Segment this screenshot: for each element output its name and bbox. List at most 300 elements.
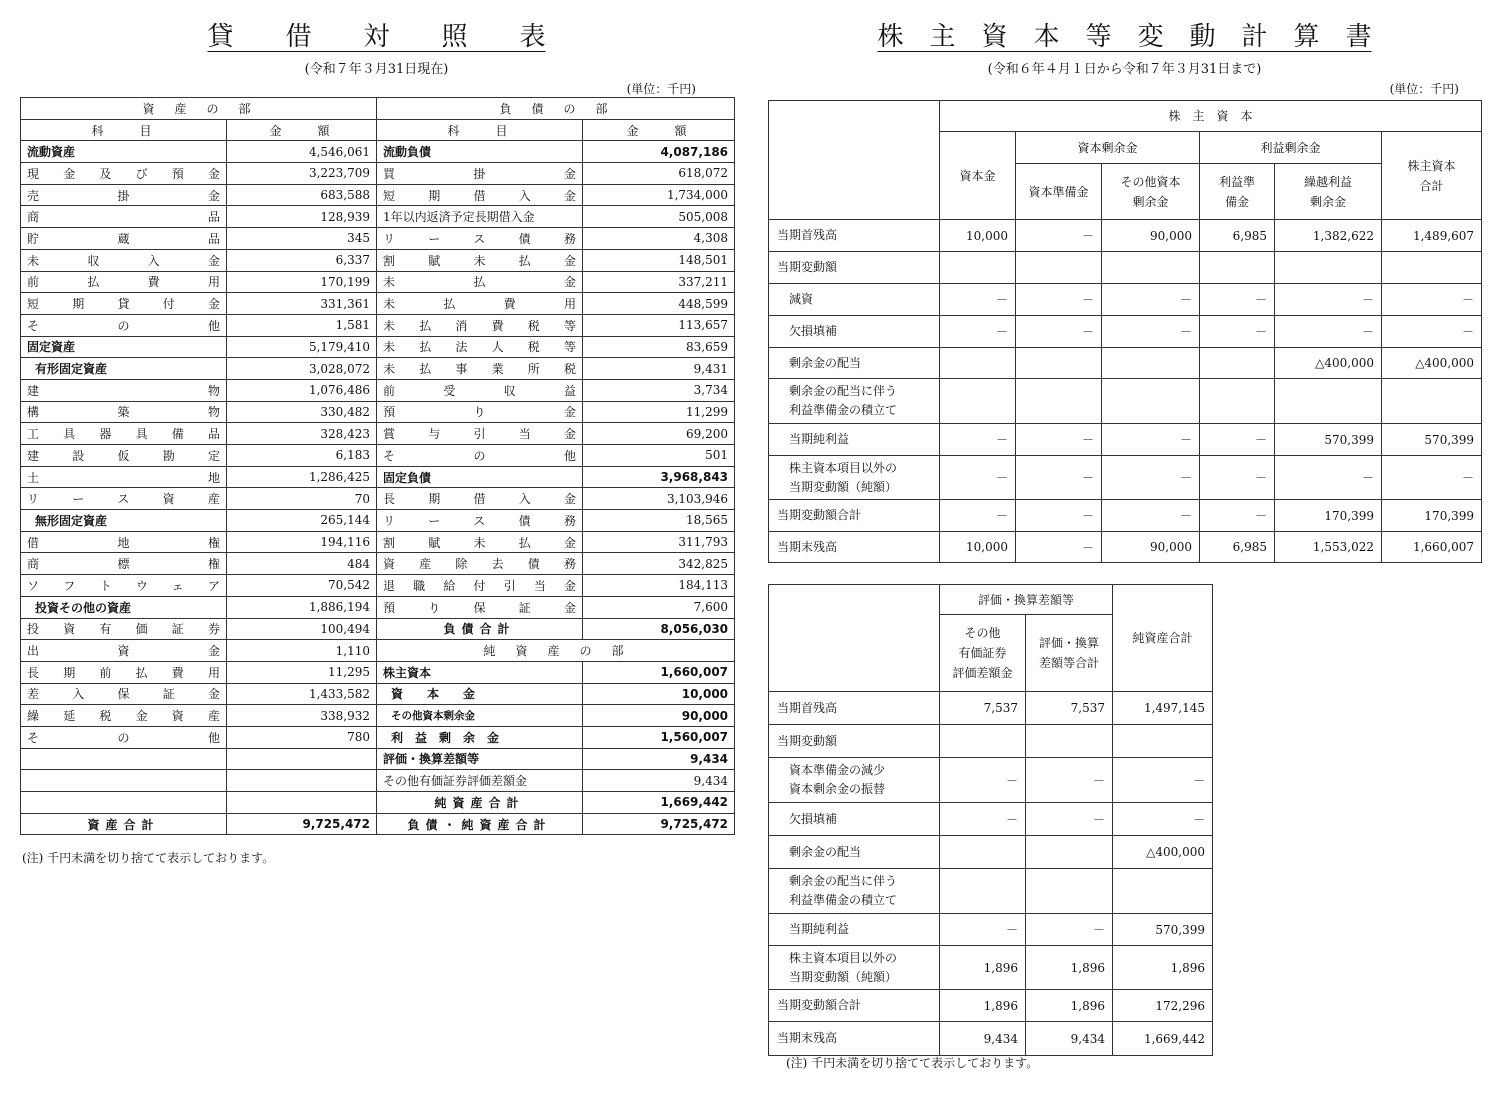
- capital-surplus-header: 資本剰余金: [1016, 132, 1200, 164]
- table-row: [769, 500, 1482, 532]
- row-value: [940, 836, 1026, 869]
- row-value: 570,399: [1382, 424, 1482, 456]
- row-value: 570,399: [1113, 914, 1213, 946]
- row-value: [1275, 379, 1382, 424]
- asset-item-amount: [227, 770, 377, 792]
- liabilities-header: 負 債 の 部: [377, 98, 735, 120]
- row-value: －: [1016, 532, 1102, 563]
- row-value: －: [1200, 456, 1275, 500]
- row-value: [940, 379, 1016, 424]
- row-value: －: [1102, 284, 1200, 316]
- liability-item-label: 1年以内返済予定長期借入金: [377, 206, 583, 228]
- row-label: 当期末残高: [769, 532, 940, 563]
- row-value: [1200, 252, 1275, 284]
- row-label: 株主資本項目以外の 当期変動額（純額）: [769, 456, 940, 500]
- liability-item-label: 未払消費税等: [377, 314, 583, 336]
- liability-item-label: 未払金: [377, 271, 583, 293]
- row-value: －: [1016, 220, 1102, 252]
- liability-item-amount: 9,431: [583, 358, 735, 380]
- row-value: 1,896: [1026, 990, 1113, 1022]
- row-label: 当期末残高: [769, 1022, 940, 1056]
- asset-item-label: 構築物: [21, 401, 227, 423]
- asset-item-label: [21, 792, 227, 814]
- table-row: [769, 946, 1213, 990]
- asset-item-amount: 4,546,061: [227, 141, 377, 163]
- liability-item-amount: 3,103,946: [583, 488, 735, 510]
- liability-item-amount: 4,087,186: [583, 141, 735, 163]
- row-value: 170,399: [1382, 500, 1482, 532]
- table-row: [769, 424, 1482, 456]
- row-value: －: [1026, 803, 1113, 836]
- row-label: 当期変動額: [769, 725, 940, 758]
- asset-item-label: その他: [21, 314, 227, 336]
- col-item: 科 目: [377, 119, 583, 141]
- row-value: 1,896: [1026, 946, 1113, 990]
- row-value: △400,000: [1382, 348, 1482, 379]
- liability-item-label: 買掛金: [377, 163, 583, 185]
- asset-item-label: 無形固定資産: [21, 510, 227, 532]
- row-value: [1102, 252, 1200, 284]
- legal-reserve-header: 利益準 備金: [1200, 164, 1275, 220]
- table-row: [769, 220, 1482, 252]
- row-value: 6,985: [1200, 532, 1275, 563]
- liability-item-label: 預り保証金: [377, 596, 583, 618]
- asset-item-amount: 1,433,582: [227, 683, 377, 705]
- header-blank: [769, 585, 940, 692]
- asset-item-amount: 6,183: [227, 445, 377, 467]
- asset-item-amount: 70: [227, 488, 377, 510]
- row-value: [940, 725, 1026, 758]
- liability-item-amount: 9,434: [583, 748, 735, 770]
- table-row: [21, 683, 735, 705]
- liability-item-label: 株主資本: [377, 661, 583, 683]
- row-label: 剰余金の配当に伴う 利益準備金の積立て: [769, 869, 940, 914]
- asset-item-label: 現金及び預金: [21, 163, 227, 185]
- table-row: [21, 661, 735, 683]
- row-value: 1,896: [1113, 946, 1213, 990]
- table-row: [21, 423, 735, 445]
- row-label: 当期純利益: [769, 914, 940, 946]
- liability-item-amount: 83,659: [583, 336, 735, 358]
- asset-item-label: 工具器具備品: [21, 423, 227, 445]
- row-value: －: [1200, 316, 1275, 348]
- row-value: △400,000: [1113, 836, 1213, 869]
- asset-item-label: 貯蔵品: [21, 228, 227, 250]
- table-row: [21, 510, 735, 532]
- capital-reserve-header: 資本準備金: [1016, 164, 1102, 220]
- row-label: 剰余金の配当: [769, 836, 940, 869]
- row-value: 7,537: [1026, 692, 1113, 725]
- row-value: －: [940, 758, 1026, 803]
- row-value: －: [1016, 424, 1102, 456]
- row-value: －: [1026, 914, 1113, 946]
- row-value: [1016, 252, 1102, 284]
- ss-period: (令和６年４月１日から令和７年３月31日まで): [987, 62, 1262, 77]
- liability-item-label: 流動負債: [377, 141, 583, 163]
- liability-item-label: 資 本 金: [377, 683, 583, 705]
- asset-item-label: 建設仮勘定: [21, 445, 227, 467]
- row-value: －: [940, 424, 1016, 456]
- bs-note: (注) 千円未満を切り捨てて表示しております。: [22, 851, 275, 865]
- asset-item-amount: 484: [227, 553, 377, 575]
- row-value: [1200, 379, 1275, 424]
- liability-item-amount: 618,072: [583, 163, 735, 185]
- row-value: 90,000: [1102, 532, 1200, 563]
- row-value: －: [1016, 456, 1102, 500]
- net-assets-header: 純資産合計: [1113, 585, 1213, 692]
- row-label: 減資: [769, 284, 940, 316]
- row-value: 570,399: [1275, 424, 1382, 456]
- liability-item-label: 長期借入金: [377, 488, 583, 510]
- row-value: [940, 252, 1016, 284]
- asset-item-label: 短期貸付金: [21, 293, 227, 315]
- liability-item-amount: 90,000: [583, 705, 735, 727]
- asset-item-amount: 1,886,194: [227, 596, 377, 618]
- asset-item-label: 固定資産: [21, 336, 227, 358]
- asset-item-amount: 128,939: [227, 206, 377, 228]
- asset-item-amount: 1,286,425: [227, 466, 377, 488]
- row-value: －: [1102, 424, 1200, 456]
- liability-item-amount: 342,825: [583, 553, 735, 575]
- table-row: [21, 379, 735, 401]
- row-label: 当期変動額: [769, 252, 940, 284]
- row-value: 172,296: [1113, 990, 1213, 1022]
- liability-item-amount: 148,501: [583, 249, 735, 271]
- asset-item-amount: 100,494: [227, 618, 377, 640]
- liability-item-label: その他: [377, 445, 583, 467]
- row-value: [940, 348, 1016, 379]
- table-row: [769, 316, 1482, 348]
- asset-item-amount: 1,076,486: [227, 379, 377, 401]
- assets-header: 資 産 の 部: [21, 98, 377, 120]
- row-label: 当期変動額合計: [769, 990, 940, 1022]
- table-row: [769, 869, 1213, 914]
- balance-sheet-table: [20, 97, 735, 835]
- row-value: [940, 869, 1026, 914]
- row-label: 剰余金の配当に伴う 利益準備金の積立て: [769, 379, 940, 424]
- liability-item-amount: 448,599: [583, 293, 735, 315]
- row-value: [1113, 869, 1213, 914]
- table-row: [21, 705, 735, 727]
- table-row: [769, 758, 1213, 803]
- liability-item-label: 割賦未払金: [377, 531, 583, 553]
- row-value: 1,896: [940, 946, 1026, 990]
- other-capital-surplus-header: その他資本 剰余金: [1102, 164, 1200, 220]
- table-row: [769, 532, 1482, 563]
- table-row: [21, 445, 735, 467]
- liability-item-label: 純資産合計: [377, 792, 583, 814]
- liability-item-label: その他資本剰余金: [377, 705, 583, 727]
- table-row: [21, 271, 735, 293]
- retained-earnings-header: 利益剰余金: [1200, 132, 1382, 164]
- liability-item-amount: 7,600: [583, 596, 735, 618]
- liability-item-amount: 18,565: [583, 510, 735, 532]
- table-row: [769, 725, 1213, 758]
- asset-item-label: 商品: [21, 206, 227, 228]
- row-value: －: [1200, 284, 1275, 316]
- col-item: 科 目: [21, 119, 227, 141]
- bs-unit: (単位：千円): [626, 82, 696, 96]
- row-label: 当期首残高: [769, 692, 940, 725]
- row-value: 6,985: [1200, 220, 1275, 252]
- table-row: [21, 618, 735, 640]
- table-row: [21, 358, 735, 380]
- liability-item-label: 退職給付引当金: [377, 575, 583, 597]
- row-value: 9,434: [940, 1022, 1026, 1056]
- liability-item-amount: 1,560,007: [583, 726, 735, 748]
- row-value: [1275, 252, 1382, 284]
- asset-item-label: 出資金: [21, 640, 227, 662]
- asset-item-label: その他: [21, 726, 227, 748]
- asset-item-label: 建物: [21, 379, 227, 401]
- row-value: [1102, 379, 1200, 424]
- liability-item-label: 未払費用: [377, 293, 583, 315]
- row-value: －: [940, 914, 1026, 946]
- liabilities-net-total-label: 負債・純資産合計: [377, 813, 583, 835]
- table-row: [769, 284, 1482, 316]
- row-value: 1,896: [940, 990, 1026, 1022]
- row-label: 資本準備金の減少 資本剰余金の振替: [769, 758, 940, 803]
- asset-item-amount: 3,223,709: [227, 163, 377, 185]
- row-label: 欠損填補: [769, 803, 940, 836]
- row-value: －: [1113, 758, 1213, 803]
- col-amount: 金 額: [227, 119, 377, 141]
- shareholders-total-header: 株主資本 合計: [1382, 132, 1482, 220]
- liability-item-label: 割賦未払金: [377, 249, 583, 271]
- liability-item-amount: 337,211: [583, 271, 735, 293]
- asset-item-label: 前払費用: [21, 271, 227, 293]
- table-row: [21, 575, 735, 597]
- valuation-changes-table: [768, 584, 1213, 1056]
- asset-item-amount: 5,179,410: [227, 336, 377, 358]
- liability-item-amount: 1,669,442: [583, 792, 735, 814]
- table-row: [21, 466, 735, 488]
- total-row: [21, 813, 735, 835]
- table-row: [21, 726, 735, 748]
- liability-item-amount: 3,968,843: [583, 466, 735, 488]
- liability-item-amount: 311,793: [583, 531, 735, 553]
- liability-item-label: 未払法人税等: [377, 336, 583, 358]
- row-label: 欠損填補: [769, 316, 940, 348]
- table-row: [21, 401, 735, 423]
- table-row: [769, 348, 1482, 379]
- liability-item-label: 賞与引当金: [377, 423, 583, 445]
- row-value: [1382, 379, 1482, 424]
- asset-item-label: 売掛金: [21, 184, 227, 206]
- asset-item-label: ソフトウェア: [21, 575, 227, 597]
- row-value: 9,434: [1026, 1022, 1113, 1056]
- asset-item-label: [21, 770, 227, 792]
- assets-total-label: 資産合計: [21, 813, 227, 835]
- row-value: －: [940, 284, 1016, 316]
- row-value: －: [1113, 803, 1213, 836]
- table-row: [21, 293, 735, 315]
- asset-item-amount: 1,110: [227, 640, 377, 662]
- table-row: [769, 990, 1213, 1022]
- ss-title: 株 主 資 本 等 変 動 計 算 書: [877, 22, 1372, 52]
- table-row: [769, 456, 1482, 500]
- table-row: [21, 531, 735, 553]
- table-row: [21, 553, 735, 575]
- row-value: △400,000: [1275, 348, 1382, 379]
- row-value: [1113, 725, 1213, 758]
- table-row: [769, 692, 1213, 725]
- row-value: －: [940, 803, 1026, 836]
- asset-item-amount: 6,337: [227, 249, 377, 271]
- row-value: [1382, 252, 1482, 284]
- carried-forward-header: 繰越利益 剰余金: [1275, 164, 1382, 220]
- asset-item-label: 商標権: [21, 553, 227, 575]
- asset-item-label: 投資その他の資産: [21, 596, 227, 618]
- asset-item-amount: 70,542: [227, 575, 377, 597]
- row-value: 10,000: [940, 532, 1016, 563]
- liability-item-amount: 3,734: [583, 379, 735, 401]
- asset-item-amount: 3,028,072: [227, 358, 377, 380]
- net-assets-header: 純 資 産 の 部: [377, 640, 735, 662]
- bs-title: 貸 借 対 照 表: [207, 22, 546, 52]
- table-row: [21, 163, 735, 185]
- valuation-total-header: 評価・換算 差額等合計: [1026, 615, 1113, 692]
- table-row: [21, 640, 735, 662]
- asset-item-amount: 331,361: [227, 293, 377, 315]
- row-label: 株主資本項目以外の 当期変動額（純額）: [769, 946, 940, 990]
- table-row: [769, 252, 1482, 284]
- row-value: －: [1200, 424, 1275, 456]
- asset-item-amount: 328,423: [227, 423, 377, 445]
- row-value: [1026, 836, 1113, 869]
- table-row: [21, 314, 735, 336]
- row-label: 剰余金の配当: [769, 348, 940, 379]
- liability-item-label: その他有価証券評価差額金: [377, 770, 583, 792]
- liability-item-label: リース債務: [377, 510, 583, 532]
- row-label: 当期純利益: [769, 424, 940, 456]
- ss-note: (注) 千円未満を切り捨てて表示しております。: [786, 1056, 1039, 1070]
- row-value: －: [1200, 500, 1275, 532]
- table-row: [21, 141, 735, 163]
- table-row: [21, 792, 735, 814]
- asset-item-amount: 780: [227, 726, 377, 748]
- liability-item-amount: 11,299: [583, 401, 735, 423]
- asset-item-label: 有形固定資産: [21, 358, 227, 380]
- ss-unit: (単位：千円): [1389, 82, 1459, 96]
- table-row: [769, 379, 1482, 424]
- liability-item-amount: 4,308: [583, 228, 735, 250]
- equity-changes-table: [768, 100, 1482, 563]
- shareholders-equity-header: 株 主 資 本: [940, 101, 1482, 132]
- liability-item-label: 未払事業所税: [377, 358, 583, 380]
- row-value: [1200, 348, 1275, 379]
- row-value: [1016, 379, 1102, 424]
- asset-item-amount: 170,199: [227, 271, 377, 293]
- liability-item-amount: 113,657: [583, 314, 735, 336]
- table-row: [21, 770, 735, 792]
- row-value: [1016, 348, 1102, 379]
- asset-item-label: [21, 748, 227, 770]
- row-value: [1026, 869, 1113, 914]
- liability-item-amount: 501: [583, 445, 735, 467]
- asset-item-amount: 11,295: [227, 661, 377, 683]
- capital-header: 資本金: [940, 132, 1016, 220]
- table-row: [21, 336, 735, 358]
- table-row: [21, 184, 735, 206]
- liability-item-label: 短期借入金: [377, 184, 583, 206]
- liability-item-label: 固定負債: [377, 466, 583, 488]
- table-row: [769, 836, 1213, 869]
- asset-item-label: 繰延税金資産: [21, 705, 227, 727]
- liability-item-label: リース債務: [377, 228, 583, 250]
- liability-item-amount: 8,056,030: [583, 618, 735, 640]
- liability-item-amount: 9,434: [583, 770, 735, 792]
- table-row: [21, 488, 735, 510]
- row-value: 1,497,145: [1113, 692, 1213, 725]
- row-value: －: [1016, 500, 1102, 532]
- row-value: 1,669,442: [1113, 1022, 1213, 1056]
- liability-item-label: 負債合計: [377, 618, 583, 640]
- table-row: [769, 1022, 1213, 1056]
- valuation-header: 評価・換算差額等: [940, 585, 1113, 615]
- other-securities-header: その他 有価証券 評価差額金: [940, 615, 1026, 692]
- row-value: －: [1016, 316, 1102, 348]
- table-row: [21, 249, 735, 271]
- row-value: －: [1102, 456, 1200, 500]
- asset-item-label: 未収入金: [21, 249, 227, 271]
- liability-item-amount: 505,008: [583, 206, 735, 228]
- asset-item-amount: 265,144: [227, 510, 377, 532]
- bs-date: (令和７年３月31日現在): [304, 62, 449, 77]
- table-row: [21, 748, 735, 770]
- row-label: 当期変動額合計: [769, 500, 940, 532]
- asset-item-amount: 683,588: [227, 184, 377, 206]
- liability-item-label: 預り金: [377, 401, 583, 423]
- liability-item-amount: 1,660,007: [583, 661, 735, 683]
- assets-total-amount: 9,725,472: [227, 813, 377, 835]
- asset-item-label: 流動資産: [21, 141, 227, 163]
- row-value: 7,537: [940, 692, 1026, 725]
- table-row: [769, 803, 1213, 836]
- asset-item-amount: 194,116: [227, 531, 377, 553]
- asset-item-label: リース資産: [21, 488, 227, 510]
- table-row: [21, 596, 735, 618]
- row-value: [1102, 348, 1200, 379]
- row-value: －: [1026, 758, 1113, 803]
- row-value: －: [1102, 316, 1200, 348]
- asset-item-label: 土地: [21, 466, 227, 488]
- liabilities-net-total-amount: 9,725,472: [583, 813, 735, 835]
- liability-item-amount: 10,000: [583, 683, 735, 705]
- row-value: －: [1102, 500, 1200, 532]
- row-value: －: [1382, 316, 1482, 348]
- liability-item-label: 資産除去債務: [377, 553, 583, 575]
- table-row: [21, 206, 735, 228]
- asset-item-label: 投資有価証券: [21, 618, 227, 640]
- asset-item-amount: 345: [227, 228, 377, 250]
- header-blank: [769, 101, 940, 220]
- row-value: －: [1275, 456, 1382, 500]
- liability-item-amount: 1,734,000: [583, 184, 735, 206]
- liability-item-label: 利 益 剰 余 金: [377, 726, 583, 748]
- row-value: 170,399: [1275, 500, 1382, 532]
- row-value: －: [940, 500, 1016, 532]
- row-value: 1,553,022: [1275, 532, 1382, 563]
- asset-item-amount: 330,482: [227, 401, 377, 423]
- row-value: [1026, 725, 1113, 758]
- row-value: －: [940, 456, 1016, 500]
- row-value: 1,382,622: [1275, 220, 1382, 252]
- row-value: 90,000: [1102, 220, 1200, 252]
- row-value: 1,660,007: [1382, 532, 1482, 563]
- row-value: －: [1275, 284, 1382, 316]
- row-value: －: [1382, 284, 1482, 316]
